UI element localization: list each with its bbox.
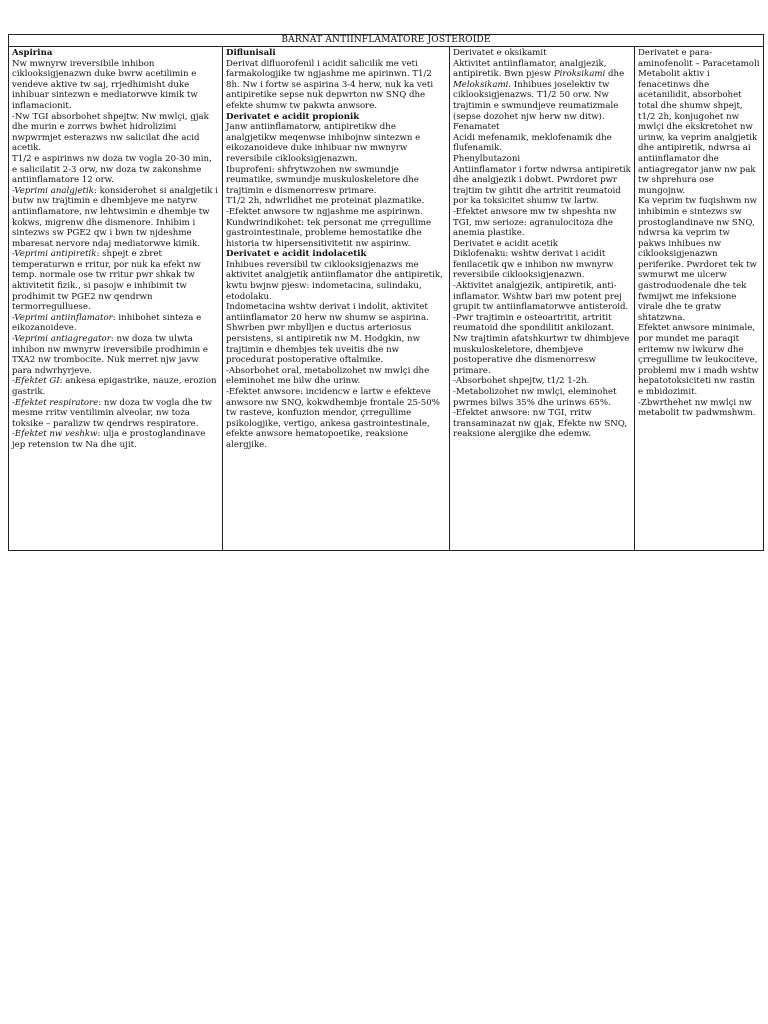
paragraph-text: Inhibues reversibil tw ciklooksigjenazws me aktivitet analgjetik antiinflamator dhe antipiretik, kwtu bwjnw pjesw: indometacina, sulindaku, etodolaku.	[226, 259, 443, 302]
paragraph	[453, 154, 631, 165]
paragraph-text: Diklofenaku: wshtw derivat i acidit fenilacetik qw e inhibon nw mwnyrw reversibile ciklooksigjenazwn.	[453, 249, 614, 281]
paragraph	[226, 196, 446, 207]
paragraph	[12, 398, 219, 430]
paragraph-text: -Efektet anwsore mw tw shpeshta nw TGI, mw serioze: agranulocitoza dhe anemia plastike.	[453, 206, 617, 239]
paragraph	[453, 133, 631, 154]
paragraph-text: Metabolit aktiv i fenacetinws dhe acetanilidit, absorbohet total dhe shumw shpejt, t1/2 2h, konjugohet nw mwlçi dhe ekskretohet nw urinw, ka veprim analgjetik dhe antipiretik, ndwrsa ai antiinflamator dhe antiagregator janw nw pak tw shprehura ose mungojnw.	[638, 69, 758, 196]
paragraph	[12, 313, 219, 334]
paragraph	[453, 48, 631, 59]
paragraph	[453, 165, 631, 207]
paragraph	[226, 260, 446, 302]
paragraph-text: -Pwr trajtimin e osteoartritit, artritit reumatoid dhe spondilitit ankilozant. Nw trajtimin afatshkurtwr tw dhimbjeve muskuloskeletore, dhembjeve postoperative dhe dismenorresw primare.	[453, 312, 630, 376]
paragraph-text: Indometacina wshtw derivat i indolit, aktivitet antiinflamator 20 herw nw shumw se aspirina.	[226, 302, 429, 323]
paragraph-text: : konsiderohet si analgjetik i butw nw trajtimin e dhembjeve me natyrw antiinflamatore, nw lehtwsimin e dhembje tw kokws, migrenw dhe dismenore. Inhibim i sintezws sw PGE2 qw i bwn tw njdeshme mbaresat nervore ndaj mediatorwve kimik.	[12, 185, 218, 249]
paragraph-text: -Aktivitet analgjezik, antipiretik, anti-inflamator. Wshtw bari mw potent prej grupit tw antiinflamatorwve antisteroid.	[453, 281, 629, 313]
paragraph-text: Derivatet e para-aminofenolit – Paracetamoli	[638, 48, 760, 69]
paragraph	[638, 323, 760, 397]
paragraph-text: Phenylbutazoni	[453, 153, 521, 164]
paragraph	[226, 122, 446, 164]
paragraph	[453, 249, 631, 281]
paragraph	[226, 207, 446, 218]
paragraph	[453, 281, 631, 313]
paragraph-text: : inhibohet sinteza e eikozanoideve.	[12, 312, 202, 334]
paragraph	[12, 429, 219, 450]
paragraph	[226, 218, 446, 250]
paragraph-text: Derivat difluorofenil i acidit salicilik me veti farmakologjike tw ngjashme me apirinwn. T1/2 8h. Nw i fortw se aspirina 3-4 herw, nuk ka veti antipiretike sepse nuk depwrton nw SNQ dhe efekte shumw tw pakwta anwsore.	[226, 58, 434, 111]
paragraph-text: Antiinflamator i fortw ndwrsa antipiretik dhe analgjezik i dobwt. Pwrdoret pwr trajtim tw gihtit dhe artritit reumatoid por ka toksicitet shumw tw lartw.	[453, 164, 631, 207]
paragraph	[12, 154, 219, 186]
paragraph	[453, 313, 631, 377]
paragraph-text: : ankesa epigastrike, nauze, erozion gastrik.	[12, 376, 217, 397]
paragraph	[453, 239, 631, 250]
paragraph	[453, 376, 631, 387]
paragraph	[453, 207, 631, 239]
italic-label: -Veprimi analgjetik	[12, 185, 94, 196]
italic-label: -Veprimi antiinflamator	[12, 312, 113, 323]
paragraph-text: Shwrben pwr mbylljen e ductus arteriosus persistens, si antipiretik nw M. Hodgkin, nw trajtimin e dhembjes tek uveitis dhe nw procedurat postoperative oftalmike.	[226, 323, 420, 366]
paragraph-text: -Absorbohet shpejtw, t1/2 1-2h.	[453, 376, 590, 387]
paragraph-text: -Absorbohet oral, metabolizohet nw mwlçi dhe eleminohet me bilw dhe urinw.	[226, 365, 430, 387]
italic-term: Meloksikami	[453, 79, 509, 90]
paragraph-text: dhe	[605, 69, 625, 80]
section-heading: Aspirina	[12, 48, 53, 58]
paragraph-text: -Efektet anwsore: nw TGI, rritw transaminazat nw gjak, Efekte nw SNQ, reaksione alergjike dhe edemw.	[453, 408, 628, 440]
paragraph-text: -Nw TGI absorbohet shpejtw. Nw mwlçi, gjak dhe murin e zorrws bwhet hidrolizimi nwpwrmjet esterazws nw salicilat dhe acid acetik.	[12, 111, 209, 154]
column-paracetamol	[635, 47, 763, 550]
paragraph-text: -Efektet anwsore: incidencw e lartw e efekteve anwsore nw SNQ, kokwdhembje frontale 25-50% tw rasteve, konfuzion mendor, çrregullime psikologjike, vertigo, ankesa gastrointestinale, efekte anwsore hematopoetike, reaksione alergjike.	[226, 387, 440, 450]
paragraph-text: : nw doza tw vogla dhe tw mesme rritw ventilimin alveolar, nw toza toksike – paralizw tw qendrws respiratore.	[12, 397, 212, 429]
section-heading: Derivatet e acidit indolacetik	[226, 249, 367, 260]
paragraph	[638, 196, 760, 323]
paragraph	[453, 408, 631, 440]
paragraph-text: Efektet anwsore minimale, por mundet me paraqit eritemw nw lwkurw dhe çrregullime tw leukociteve, problemi mw i madh wshtw hepatotoksiciteti nw rastin e mbidozimit.	[638, 323, 759, 397]
paragraph	[12, 112, 219, 154]
paragraph	[12, 376, 219, 397]
paragraph	[453, 122, 631, 133]
paragraph	[226, 112, 446, 123]
paragraph	[638, 69, 760, 196]
paragraph-text: T1/2 2h, ndwrlidhet me proteinat plazmatike.	[226, 196, 425, 207]
section-heading: Diflunisali	[226, 48, 276, 58]
paragraph-text: -Metabolizohet nw mwlçi, eleminohet pwrmes bilws 35% dhe urinws 65%.	[453, 387, 617, 408]
paragraph-text: Ka veprim tw fuqishwm nw inhibimin e sintezws sw prostoglandinave nw SNQ, ndwrsa ka veprim tw pakws inhibues nw ciklooksigjenazwn periferike. Pwrdoret tek tw swmurwt me ulcerw gastroduodenale dhe tek fwmijwt me infeksione virale dhe te gratw shtatzwna.	[638, 196, 758, 323]
italic-term: Piroksikami	[553, 69, 606, 80]
paragraph	[226, 387, 446, 451]
italic-label: -Veprimi antiagregator	[12, 334, 111, 345]
paragraph	[638, 48, 760, 69]
paragraph	[12, 334, 219, 376]
paragraph	[12, 48, 219, 59]
paragraph	[226, 48, 446, 59]
paragraph-text: Acidi mefenamik, meklofenamik dhe flufenamik.	[453, 132, 612, 154]
paragraph	[226, 59, 446, 112]
column-diflunisali	[223, 47, 450, 550]
paragraph-text: Kundwrindikohet: tek personat me çrregullime gastrointestinale, probleme hemostatike dhe historia tw hipersensitivitetit nw aspirinw.	[226, 217, 432, 249]
paragraph	[226, 323, 446, 365]
paragraph-text: : ulja e prostoglandinave jep retension tw Na dhe ujit.	[12, 429, 206, 450]
paragraph-text: : shpejt e zbret temperaturwn e rritur, por nuk ka efekt nw temp. normale ose tw rritur pwr shkak tw aktivitetit fizik., si pasojw e inhibimit tw prodhimit tw PGE2 nw qendrwn termorregulluese.	[12, 249, 201, 313]
column-aspirina	[9, 47, 223, 550]
paragraph-text: -Efektet anwsore tw ngjashme me aspirinwn.	[226, 206, 423, 217]
document-table	[8, 34, 764, 551]
paragraph	[453, 387, 631, 408]
paragraph-text: T1/2 e aspirinws nw doza tw vogla 20-30 min, e salicilatit 2-3 orw, nw doza tw zakonshme antiinflamatore 12 orw.	[12, 153, 212, 186]
paragraph-text: Derivatet e oksikamit	[453, 48, 547, 58]
table-title: BARNAT ANTIINFLAMATORE JOSTEROIDE	[9, 35, 763, 47]
paragraph-text: Ibuprofeni: shfrytwzohen nw swmundje reumatike, swmundje muskuloskeletore dhe trajtimin e dismenorresw primare.	[226, 164, 419, 196]
paragraph-text: Fenamatet	[453, 122, 500, 133]
paragraph	[226, 249, 446, 260]
paragraph	[226, 366, 446, 387]
paragraph-text: . Inhibues joselektiv tw ciklooksigjenazws. T1/2 50 orw. Nw trajtimin e swmundjeve reumatizmale (sepse dozohet njw herw nw ditw).	[453, 79, 619, 122]
paragraph	[453, 59, 631, 123]
paragraph	[226, 165, 446, 197]
italic-label: -Veprimi antipiretik	[12, 249, 97, 260]
table-columns	[9, 47, 763, 550]
paragraph-text: Janw antiinflamatorw, antipiretikw dhe analgjetikw meqenwse inhibojnw sintezwn e eikozanoideve duke inhibuar nw mwnyrw reversibile ciklooksigjenazwn.	[226, 122, 421, 164]
italic-label: -Efektet GI	[12, 376, 60, 387]
paragraph	[226, 302, 446, 323]
italic-label: -Efektet nw veshkw	[12, 429, 98, 440]
column-oksikam	[450, 47, 635, 550]
paragraph	[12, 59, 219, 112]
italic-label: -Efektet respiratore	[12, 397, 99, 408]
paragraph-text: Aktivitet antiinflamator, analgjezik, antipiretik. Bwn pjesw	[453, 58, 607, 80]
paragraph-text: -Zbwrthehet nw mwlçi nw metabolit tw padwmshwm.	[638, 397, 756, 419]
paragraph	[12, 249, 219, 313]
section-heading: Derivatet e acidit propionik	[226, 111, 360, 122]
paragraph-text: : nw doza tw ulwta inhibon nw mwnyrw ireversibile prodhimin e TXA2 nw trombocite. Nuk merret njw javw para ndwrhyrjeve.	[12, 334, 209, 376]
paragraph-text: Derivatet e acidit acetik	[453, 238, 558, 249]
paragraph	[12, 186, 219, 250]
paragraph	[638, 398, 760, 419]
paragraph-text: Nw mwnyrw ireversibile inhibon ciklooksigjenazwn duke bwrw acetilimin e vendeve aktive tw saj, rrjedhimisht duke inhibuar sintezwn e mediatorwve kimik tw inflamacionit.	[12, 58, 198, 111]
